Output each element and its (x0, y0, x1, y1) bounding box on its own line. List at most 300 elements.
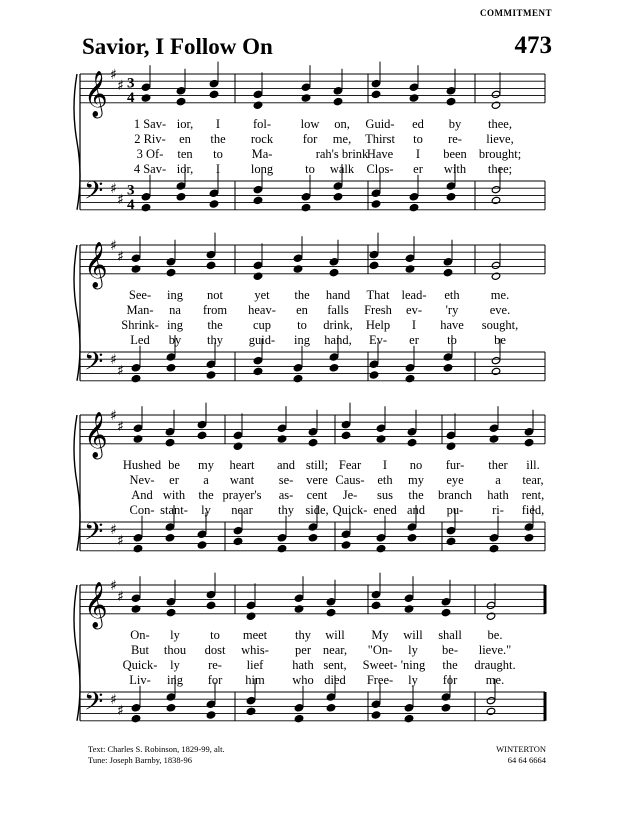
tune-name: WINTERTON (496, 744, 546, 754)
note-head (176, 182, 186, 190)
note-head (253, 101, 263, 109)
treble-clef: 𝄞 (84, 581, 108, 628)
note-head (376, 534, 386, 542)
lyric-syllable: Sweet- (362, 658, 398, 672)
note-head (308, 428, 318, 436)
note-head (246, 707, 256, 715)
lyric-syllable: for (207, 673, 223, 687)
note-head (141, 193, 151, 201)
note-head (405, 364, 415, 372)
note-head (491, 272, 501, 280)
note-head (197, 431, 207, 439)
note-head (133, 534, 143, 542)
note-head (376, 424, 386, 432)
treble-clef: 𝄞 (84, 411, 108, 458)
note-head (441, 598, 451, 606)
note-head (441, 704, 451, 712)
bass-clef: 𝄢 (84, 687, 104, 723)
note-head (446, 537, 456, 545)
lyric-syllable: re- (208, 658, 222, 672)
lyric-syllable: side, (305, 503, 329, 517)
note-head (206, 371, 216, 379)
note-head (446, 182, 456, 190)
verse-line (0, 318, 640, 333)
lyric-syllable: Liv- (129, 673, 151, 687)
lyric-syllable: to (213, 147, 223, 161)
bass-clef: 𝄢 (84, 517, 104, 553)
lyric-syllable: fur- (445, 458, 465, 472)
note-head (446, 193, 456, 201)
lyric-syllable: near (231, 503, 253, 517)
note-head (409, 94, 419, 102)
lyric-syllable: lieve." (478, 643, 512, 657)
lyric-syllable: thou (163, 643, 187, 657)
lyric-syllable: cent (306, 488, 328, 502)
lyric-syllable: ther (488, 458, 508, 472)
note-head (301, 83, 311, 91)
note-head (524, 534, 534, 542)
note-head (371, 189, 381, 197)
lyric-syllable: lead- (401, 288, 427, 302)
lyric-syllable: prayer's (222, 488, 262, 502)
lyric-syllable: Quick- (332, 503, 368, 517)
lyric-syllable: a (495, 473, 501, 487)
note-head (246, 601, 256, 609)
note-head (333, 97, 343, 105)
verse-line (0, 333, 640, 348)
note-head (131, 714, 141, 722)
note-head (308, 534, 318, 542)
lyric-syllable: fol- (252, 117, 272, 131)
lyric-syllable: thy (295, 628, 311, 642)
note-head (176, 87, 186, 95)
key-sharp: ♯ (117, 703, 124, 719)
lyric-syllable: rah's brink (315, 147, 369, 161)
lyric-syllable: ing (167, 318, 183, 332)
note-head (341, 431, 351, 439)
note-head (294, 594, 304, 602)
lyric-syllable: On- (130, 628, 150, 642)
note-head (405, 265, 415, 273)
lyric-syllable: drink, (323, 318, 353, 332)
note-head (206, 700, 216, 708)
lyric-syllable: will (403, 628, 423, 642)
text-credit: Text: Charles S. Robinson, 1829-99, alt. (88, 744, 225, 754)
note-head (277, 424, 287, 432)
note-head (405, 374, 415, 382)
lyric-syllable: be (168, 458, 180, 472)
note-head (404, 594, 414, 602)
lyric-syllable: the (198, 488, 214, 502)
lyric-syllable: Guid- (365, 117, 395, 131)
note-head (197, 541, 207, 549)
lyric-syllable: thy (207, 333, 223, 347)
note-head (446, 526, 456, 534)
note-head (131, 704, 141, 712)
lyric-syllable: my (408, 473, 424, 487)
lyric-syllable: the (207, 318, 223, 332)
lyric-syllable: ly (170, 658, 180, 672)
note-head (333, 193, 343, 201)
note-head (277, 435, 287, 443)
lyric-syllable: Help (365, 318, 391, 332)
lyric-syllable: the (210, 132, 226, 146)
lyric-syllable: yet (254, 288, 270, 302)
note-head (253, 90, 263, 98)
note-head (443, 364, 453, 372)
lyric-syllable: 4 Sav- (133, 162, 167, 176)
note-head (165, 438, 175, 446)
verse-line (0, 488, 640, 503)
lyric-syllable: thy (278, 503, 294, 517)
note-head (524, 438, 534, 446)
lyric-syllable: ed (412, 117, 424, 131)
lyric-syllable: me. (485, 673, 505, 687)
note-head (491, 356, 501, 364)
lyric-syllable: Ma- (251, 147, 273, 161)
verse-line (0, 117, 640, 132)
note-head (407, 534, 417, 542)
lyric-syllable: brought; (478, 147, 522, 161)
lyric-syllable: sus (377, 488, 393, 502)
note-head (333, 87, 343, 95)
key-sharp: ♯ (117, 248, 124, 265)
lyric-syllable: re- (448, 132, 462, 146)
note-head (308, 523, 318, 531)
hymn-title: Savior, I Follow On (82, 34, 273, 59)
lyric-syllable: to (447, 333, 457, 347)
note-head (486, 696, 496, 704)
lyric-syllable: I (411, 318, 417, 332)
lyric-syllable: I (215, 117, 221, 131)
note-head (371, 590, 381, 598)
lyric-syllable: 2 Riv- (134, 132, 166, 146)
lyric-syllable: still; (305, 458, 329, 472)
note-head (246, 696, 256, 704)
key-sharp: ♯ (117, 77, 124, 94)
lyric-syllable: But (130, 643, 150, 657)
note-head (489, 534, 499, 542)
lyric-syllable: guid- (248, 333, 276, 347)
note-head (165, 428, 175, 436)
note-head (341, 530, 351, 538)
note-head (131, 605, 141, 613)
lyric-syllable: ri- (492, 503, 504, 517)
lyric-syllable: with (443, 162, 467, 176)
note-head (409, 83, 419, 91)
lyric-syllable: ly (201, 503, 211, 517)
note-head (333, 182, 343, 190)
note-head (206, 250, 216, 258)
note-head (197, 420, 207, 428)
lyric-syllable: 1 Sav- (133, 117, 167, 131)
note-head (206, 360, 216, 368)
lyric-syllable: en (296, 303, 308, 317)
lyric-syllable: for (442, 673, 458, 687)
note-head (253, 272, 263, 280)
lyric-syllable: for (302, 132, 318, 146)
note-head (407, 428, 417, 436)
lyric-syllable: my (198, 458, 214, 472)
note-head (524, 428, 534, 436)
lyric-syllable: Man- (126, 303, 154, 317)
note-head (206, 711, 216, 719)
note-head (371, 90, 381, 98)
note-head (308, 438, 318, 446)
lyric-syllable: to (305, 162, 315, 176)
lyric-syllable: na (169, 303, 181, 317)
lyric-syllable: falls (327, 303, 349, 317)
note-head (165, 523, 175, 531)
lyric-syllable: to (413, 132, 423, 146)
lyric-syllable: draught. (474, 658, 516, 672)
note-head (166, 353, 176, 361)
note-head (446, 87, 456, 95)
lyric-syllable: ened (373, 503, 397, 517)
verse-line (0, 132, 640, 147)
note-head (131, 265, 141, 273)
lyric-syllable: Hushed (122, 458, 162, 472)
note-head (277, 534, 287, 542)
note-head (233, 442, 243, 450)
note-head (341, 541, 351, 549)
lyric-syllable: I (382, 458, 388, 472)
note-head (131, 374, 141, 382)
lyric-syllable: hand (325, 288, 351, 302)
note-head (166, 364, 176, 372)
lyric-syllable: That (366, 288, 390, 302)
lyric-syllable: ly (170, 628, 180, 642)
lyric-syllable: Led (130, 333, 150, 347)
note-head (253, 367, 263, 375)
verse-block (0, 458, 640, 518)
lyric-syllable: Con- (129, 503, 155, 517)
lyric-syllable: en (179, 132, 191, 146)
note-head (253, 185, 263, 193)
lyric-syllable: will (325, 628, 345, 642)
note-head (369, 371, 379, 379)
lyric-syllable: him (245, 673, 265, 687)
note-head (404, 704, 414, 712)
treble-clef: 𝄞 (84, 70, 108, 117)
key-sharp: ♯ (110, 578, 117, 594)
verse-block (0, 117, 640, 177)
note-head (206, 590, 216, 598)
note-head (326, 598, 336, 606)
lyric-syllable: pu- (446, 503, 464, 517)
lyric-syllable: 'ry (445, 303, 459, 317)
note-head (369, 360, 379, 368)
note-head (131, 364, 141, 372)
lyric-syllable: me, (332, 132, 352, 146)
lyric-syllable: rock (250, 132, 274, 146)
note-head (486, 601, 496, 609)
note-head (326, 704, 336, 712)
note-head (443, 268, 453, 276)
note-head (166, 268, 176, 276)
note-head (133, 424, 143, 432)
credits (88, 744, 225, 766)
note-head (405, 254, 415, 262)
lyric-syllable: whis- (241, 643, 269, 657)
lyric-syllable: shall (438, 628, 462, 642)
lyric-syllable: ly (408, 643, 418, 657)
note-head (371, 601, 381, 609)
verse-block (0, 288, 640, 348)
note-head (329, 268, 339, 276)
lyric-syllable: Shrink- (121, 318, 159, 332)
note-head (491, 101, 501, 109)
note-head (326, 693, 336, 701)
lyric-syllable: ing (167, 673, 183, 687)
note-head (443, 353, 453, 361)
lyric-syllable: ly (408, 673, 418, 687)
treble-clef: 𝄞 (84, 241, 108, 288)
lyric-syllable: have (440, 318, 464, 332)
note-head (446, 442, 456, 450)
note-head (369, 261, 379, 269)
note-head (376, 544, 386, 552)
note-head (165, 534, 175, 542)
note-head (197, 530, 207, 538)
lyric-syllable: ior, (176, 162, 194, 176)
note-head (301, 203, 311, 211)
note-head (293, 265, 303, 273)
time-sig-bottom: 4 (127, 196, 135, 213)
key-sharp: ♯ (110, 181, 117, 198)
note-head (131, 254, 141, 262)
note-head (446, 97, 456, 105)
lyric-syllable: the (408, 488, 424, 502)
note-head (209, 79, 219, 87)
key-sharp: ♯ (117, 418, 124, 435)
lyric-syllable: Thirst (365, 132, 395, 146)
key-sharp: ♯ (110, 238, 117, 254)
note-head (341, 420, 351, 428)
lyric-syllable: lief (246, 658, 264, 672)
note-head (404, 605, 414, 613)
note-head (371, 711, 381, 719)
lyric-syllable: Have (366, 147, 394, 161)
note-head (176, 193, 186, 201)
key-sharp: ♯ (117, 533, 124, 549)
lyric-syllable: not (207, 288, 223, 302)
lyric-syllable: Quick- (122, 658, 158, 672)
key-sharp: ♯ (110, 67, 117, 83)
note-head (133, 435, 143, 443)
lyric-syllable: walk (329, 162, 355, 176)
lyric-syllable: 3 Of- (136, 147, 164, 161)
note-head (294, 605, 304, 613)
bass-clef: 𝄢 (84, 347, 104, 383)
lyric-syllable: ing (294, 333, 310, 347)
lyric-syllable: who (292, 673, 314, 687)
lyric-syllable: dost (204, 643, 226, 657)
lyric-syllable: See- (128, 288, 152, 302)
note-head (491, 367, 501, 375)
key-sharp: ♯ (110, 692, 117, 709)
note-head (371, 79, 381, 87)
lyric-syllable: me. (490, 288, 510, 302)
note-head (441, 608, 451, 616)
verse-line (0, 643, 640, 658)
note-head (301, 193, 311, 201)
verse-line (0, 658, 640, 673)
note-head (301, 94, 311, 102)
lyric-syllable: And (131, 488, 153, 502)
lyric-syllable: thee; (487, 162, 513, 176)
note-head (524, 523, 534, 531)
note-head (293, 254, 303, 262)
note-head (166, 258, 176, 266)
lyric-syllable: heart (229, 458, 255, 472)
key-sharp: ♯ (117, 363, 124, 379)
note-head (409, 203, 419, 211)
lyric-syllable: Caus- (335, 473, 365, 487)
note-head (491, 261, 501, 269)
note-head (209, 200, 219, 208)
lyric-syllable: ior, (176, 117, 194, 131)
lyric-syllable: 'ning (400, 658, 426, 672)
note-head (277, 544, 287, 552)
tune-credit: Tune: Joseph Barnby, 1838-96 (88, 755, 192, 765)
note-head (329, 353, 339, 361)
lyric-syllable: and (406, 503, 426, 517)
note-head (407, 438, 417, 446)
note-head (491, 90, 501, 98)
verse-line (0, 162, 640, 177)
note-head (166, 693, 176, 701)
note-head (294, 714, 304, 722)
note-head (489, 435, 499, 443)
lyric-syllable: meet (242, 628, 268, 642)
lyric-syllable: ten (177, 147, 193, 161)
lyric-syllable: er (413, 162, 423, 176)
lyric-syllable: Fresh (364, 303, 392, 317)
lyric-syllable: thee, (488, 117, 512, 131)
lyric-syllable: ev- (406, 303, 422, 317)
note-head (209, 189, 219, 197)
note-head (407, 523, 417, 531)
lyric-syllable: per (295, 643, 311, 657)
note-head (141, 83, 151, 91)
lyric-syllable: the (294, 288, 310, 302)
lyric-syllable: been (443, 147, 467, 161)
hymn-number: 473 (514, 32, 552, 59)
lyric-syllable: heav- (248, 303, 276, 317)
lyric-syllable: eth (377, 473, 393, 487)
note-head (371, 700, 381, 708)
note-head (233, 526, 243, 534)
lyric-syllable: Fear (338, 458, 362, 472)
lyric-syllable: on, (334, 117, 350, 131)
time-sig-top: 3 (127, 182, 135, 199)
note-head (133, 544, 143, 552)
lyric-syllable: My (371, 628, 389, 642)
bass-clef: 𝄢 (84, 176, 104, 212)
note-head (253, 196, 263, 204)
lyric-syllable: tear, (522, 473, 544, 487)
note-head (491, 196, 501, 204)
verse-line (0, 288, 640, 303)
lyric-syllable: the (442, 658, 458, 672)
note-head (443, 258, 453, 266)
lyric-syllable: low (300, 117, 320, 131)
lyric-syllable: Nev- (129, 473, 155, 487)
lyric-syllable: Ev- (368, 333, 388, 347)
note-head (233, 431, 243, 439)
lyric-syllable: with (162, 488, 186, 502)
